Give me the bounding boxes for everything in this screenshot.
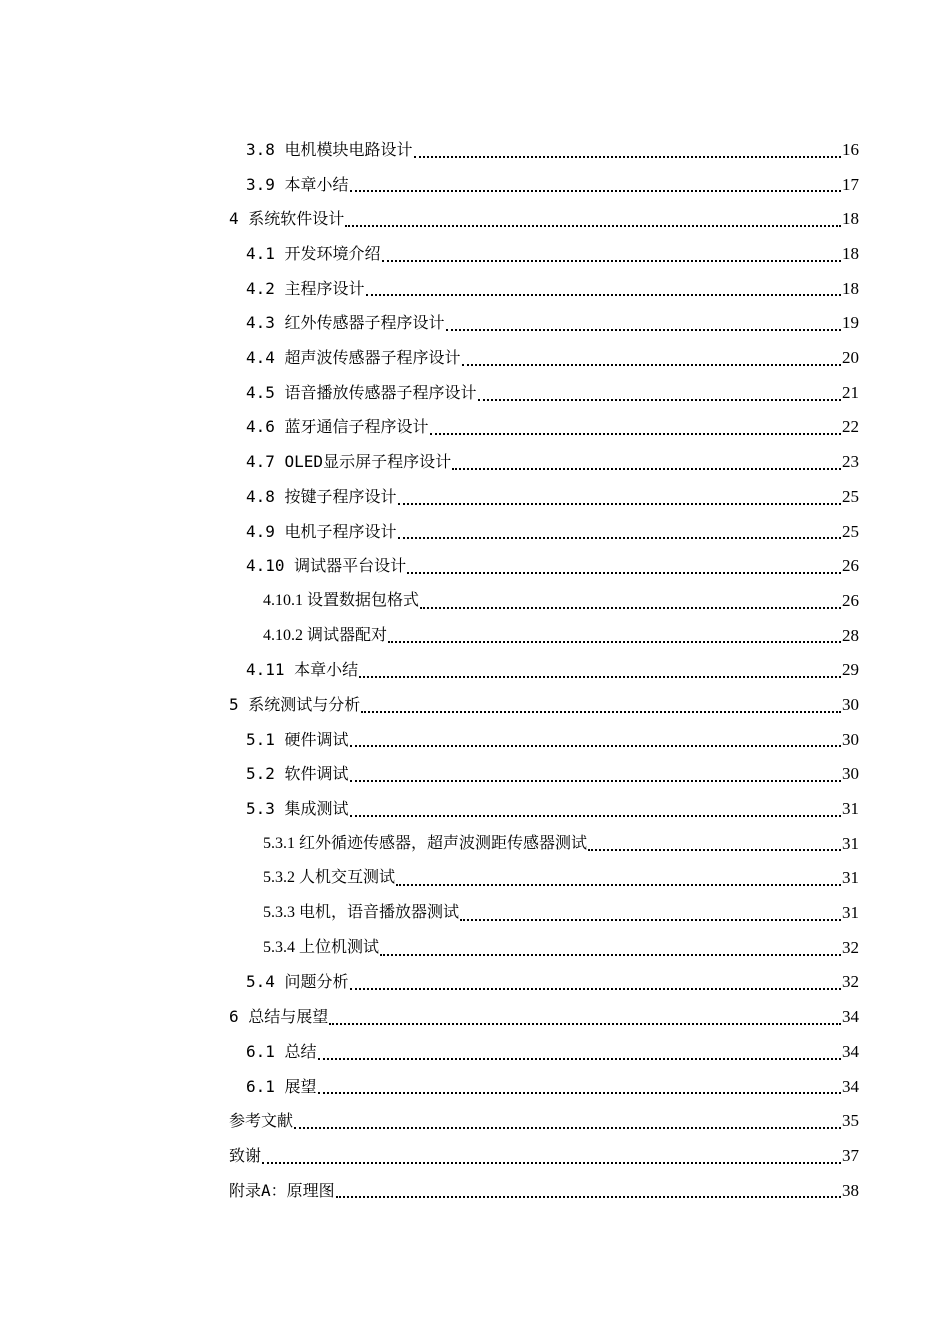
toc-dot-leader: [380, 953, 841, 956]
toc-entry-title: 4.10.2 调试器配对: [263, 626, 388, 644]
toc-entry-title: 附录A：原理图: [229, 1180, 335, 1200]
toc-entry-page-number: 32: [842, 937, 859, 957]
toc-dot-leader: [407, 571, 841, 574]
toc-entry-title: 4 系统软件设计: [229, 209, 345, 229]
toc-entry-page-number: 18: [842, 209, 859, 229]
toc-dot-leader: [398, 536, 841, 539]
toc-entry-title: 4.3 红外传感器子程序设计: [246, 313, 445, 333]
toc-entry-page-number: 31: [842, 799, 859, 819]
toc-entry[interactable]: [229, 757, 859, 792]
toc-dot-leader: [452, 467, 841, 470]
toc-entry-title: 3.8 电机模块电路设计: [246, 139, 413, 159]
toc-entry-title: 5.1 硬件调试: [246, 729, 349, 749]
toc-entry-title: 4.10.1 设置数据包格式: [263, 591, 420, 609]
toc-entry-page-number: 26: [842, 556, 859, 576]
toc-entry-title: 5.2 软件调试: [246, 764, 349, 784]
toc-entry[interactable]: [229, 168, 859, 203]
toc-entry-title: 4.5 语音播放传感器子程序设计: [246, 382, 477, 402]
toc-entry[interactable]: [229, 515, 859, 550]
toc-dot-leader: [350, 189, 841, 192]
toc-entry-title: 3.9 本章小结: [246, 174, 349, 194]
toc-entry[interactable]: [229, 272, 859, 307]
toc-entry-title: 4.11 本章小结: [246, 660, 359, 680]
toc-entry-title: 参考文献: [229, 1111, 294, 1131]
toc-entry[interactable]: [229, 827, 859, 862]
toc-entry[interactable]: [229, 653, 859, 688]
toc-dot-leader: [336, 1195, 841, 1198]
toc-entry[interactable]: [229, 411, 859, 446]
toc-dot-leader: [318, 1091, 841, 1094]
toc-entry-title: 5.3.1 红外循迹传感器，超声波测距传感器测试: [263, 834, 588, 852]
toc-dot-leader: [350, 987, 841, 990]
toc-entry-page-number: 35: [842, 1111, 859, 1131]
toc-entry-page-number: 28: [842, 625, 859, 645]
toc-entry[interactable]: [229, 688, 859, 723]
toc-entry[interactable]: [229, 966, 859, 1001]
toc-dot-leader: [388, 640, 841, 643]
toc-dot-leader: [350, 744, 841, 747]
toc-entry-title: 5 系统测试与分析: [229, 694, 361, 714]
toc-entry[interactable]: [229, 584, 859, 619]
toc-entry-page-number: 22: [842, 417, 859, 437]
toc-entry[interactable]: [229, 792, 859, 827]
toc-entry-page-number: 29: [842, 660, 859, 680]
toc-dot-leader: [350, 814, 841, 817]
toc-dot-leader: [366, 293, 841, 296]
toc-entry[interactable]: [229, 861, 859, 896]
toc-entry-page-number: 31: [842, 903, 859, 923]
toc-entry-title: 4.6 蓝牙通信子程序设计: [246, 417, 429, 437]
toc-entry-title: 5.3.3 电机，语音播放器测试: [263, 904, 460, 922]
toc-dot-leader: [359, 675, 841, 678]
toc-dot-leader: [446, 328, 841, 331]
toc-entry-page-number: 19: [842, 313, 859, 333]
toc-entry-title: 4.7 OLED显示屏子程序设计: [246, 452, 452, 472]
toc-entry-title: 6.1 总结: [246, 1041, 317, 1061]
toc-entry[interactable]: [229, 480, 859, 515]
toc-dot-leader: [345, 224, 841, 227]
toc-entry[interactable]: [229, 1104, 859, 1139]
toc-dot-leader: [420, 606, 841, 609]
toc-entry-title: 4.1 开发环境介绍: [246, 244, 381, 264]
toc-entry-page-number: 17: [842, 174, 859, 194]
toc-dot-leader: [396, 883, 841, 886]
toc-dot-leader: [262, 1161, 841, 1164]
toc-entry-page-number: 26: [842, 590, 859, 610]
toc-entry[interactable]: [229, 619, 859, 654]
toc-entry-page-number: 23: [842, 452, 859, 472]
toc-entry-page-number: 32: [842, 972, 859, 992]
toc-entry-page-number: 31: [842, 868, 859, 888]
toc-entry[interactable]: [229, 202, 859, 237]
toc-dot-leader: [430, 432, 841, 435]
toc-dot-leader: [361, 710, 841, 713]
toc-entry-title: 5.3 集成测试: [246, 799, 349, 819]
toc-entry[interactable]: [229, 1174, 859, 1209]
toc-entry-page-number: 21: [842, 382, 859, 402]
toc-entry-page-number: 38: [842, 1180, 859, 1200]
toc-dot-leader: [398, 502, 841, 505]
toc-entry-page-number: 18: [842, 278, 859, 298]
toc-entry-page-number: 30: [842, 694, 859, 714]
toc-entry[interactable]: [229, 376, 859, 411]
toc-entry-page-number: 18: [842, 244, 859, 264]
toc-entry-page-number: 16: [842, 139, 859, 159]
toc-entry[interactable]: [229, 1070, 859, 1105]
toc-entry-title: 6.1 展望: [246, 1076, 317, 1096]
toc-entry-title: 4.9 电机子程序设计: [246, 521, 397, 541]
toc-entry-title: 6 总结与展望: [229, 1007, 329, 1027]
toc-entry-page-number: 34: [842, 1076, 859, 1096]
toc-entry-title: 4.2 主程序设计: [246, 278, 365, 298]
toc-entry-title: 5.3.2 人机交互测试: [263, 869, 396, 887]
toc-entry[interactable]: [229, 445, 859, 480]
toc-entry[interactable]: [229, 549, 859, 584]
toc-dot-leader: [294, 1126, 841, 1129]
toc-entry[interactable]: [229, 237, 859, 272]
toc-entry[interactable]: [229, 1035, 859, 1070]
toc-entry-page-number: 25: [842, 521, 859, 541]
toc-entry-title: 5.3.4 上位机测试: [263, 938, 380, 956]
toc-entry-title: 致谢: [229, 1145, 262, 1165]
toc-entry-page-number: 30: [842, 729, 859, 749]
toc-entry-page-number: 25: [842, 486, 859, 506]
toc-entry-page-number: 34: [842, 1007, 859, 1027]
toc-entry-page-number: 30: [842, 764, 859, 784]
toc-entry[interactable]: [229, 723, 859, 758]
toc-entry-page-number: 34: [842, 1041, 859, 1061]
toc-dot-leader: [318, 1057, 841, 1060]
toc-entry[interactable]: [229, 931, 859, 966]
toc-entry-page-number: 31: [842, 833, 859, 853]
toc-dot-leader: [462, 363, 841, 366]
toc-entry-page-number: 37: [842, 1145, 859, 1165]
toc-entry[interactable]: [229, 896, 859, 931]
toc-dot-leader: [460, 918, 841, 921]
toc-entry-title: 4.4 超声波传感器子程序设计: [246, 348, 461, 368]
table-of-contents: [229, 133, 859, 1208]
toc-entry-title: 4.10 调试器平台设计: [246, 556, 407, 576]
toc-entry-title: 4.8 按键子程序设计: [246, 486, 397, 506]
toc-entry[interactable]: [229, 341, 859, 376]
toc-dot-leader: [588, 848, 841, 851]
toc-entry[interactable]: [229, 133, 859, 168]
toc-dot-leader: [414, 155, 841, 158]
toc-entry-title: 5.4 问题分析: [246, 972, 349, 992]
toc-dot-leader: [382, 259, 841, 262]
toc-entry-page-number: 20: [842, 348, 859, 368]
toc-entry[interactable]: [229, 306, 859, 341]
toc-entry[interactable]: [229, 1000, 859, 1035]
toc-entry[interactable]: [229, 1139, 859, 1174]
toc-dot-leader: [350, 779, 841, 782]
toc-dot-leader: [329, 1022, 841, 1025]
toc-dot-leader: [478, 398, 841, 401]
